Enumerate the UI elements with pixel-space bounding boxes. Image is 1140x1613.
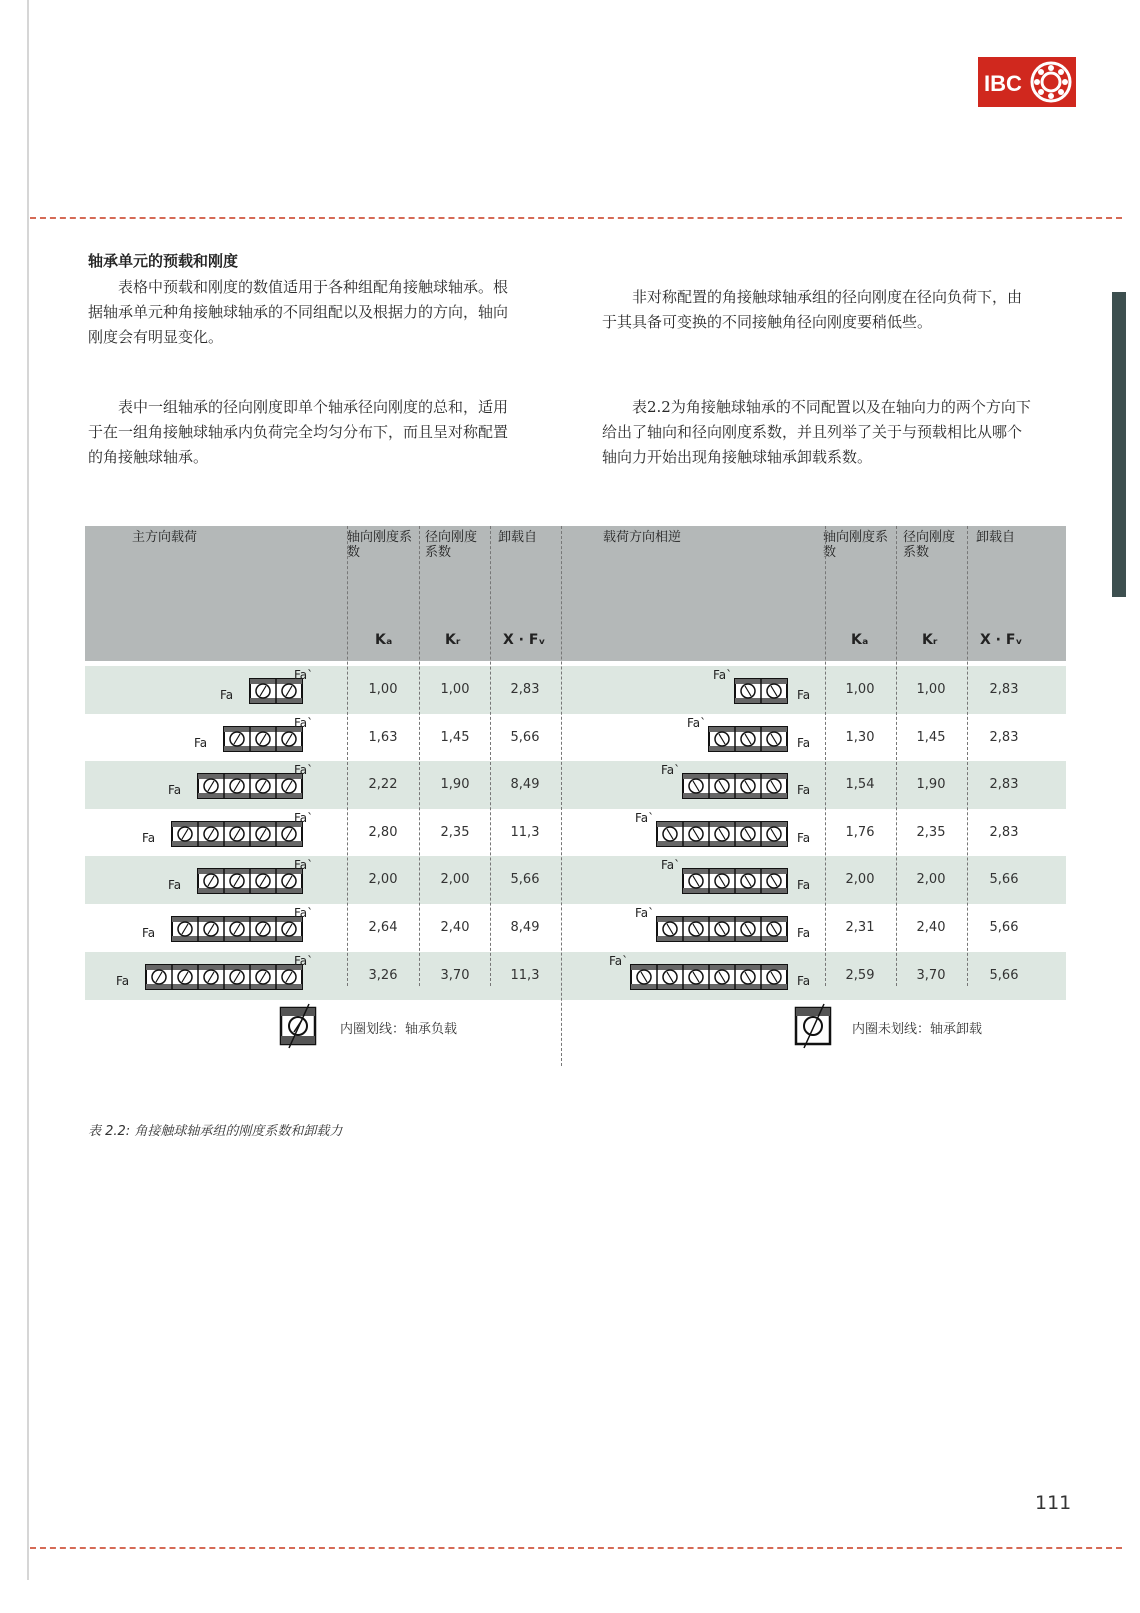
force-label-fa: Fa (142, 926, 156, 940)
force-label-fa: Fa (797, 735, 811, 750)
cell-xfv-reversed: 5,66 (989, 920, 1019, 935)
force-label-fa: Fa (142, 830, 156, 845)
force-label-fa-counter: Fa` (687, 715, 707, 730)
left-kr-symbol: Kᵣ (445, 632, 461, 648)
bearing-set-diagram-reversed (629, 962, 789, 992)
column-separator (419, 526, 420, 986)
cell-xfv: 5,66 (510, 729, 540, 745)
paragraph-2: 表中一组轴承的径向刚度即单个轴承径向刚度的总和，适用于在一组角接触球轴承内负荷完全均匀分布下，而且呈对称配置的角接触球轴承。 (88, 398, 509, 466)
force-label-fa: Fa (168, 783, 182, 798)
cell-kr-reversed: 2,00 (916, 872, 946, 888)
column-separator (825, 526, 826, 986)
cell-kr-reversed: 3,70 (916, 967, 946, 983)
cell-xfv: 2,83 (510, 682, 540, 697)
bearing-set-diagram (144, 962, 304, 992)
cell-kr: 1,45 (440, 729, 470, 745)
cell-ka-reversed: 2,31 (845, 920, 875, 935)
force-label-fa: Fa (797, 830, 811, 845)
force-label-fa: Fa (797, 783, 811, 798)
force-label-fa-counter: Fa` (661, 858, 681, 873)
bearing-set-diagram (170, 819, 304, 849)
cell-ka-reversed: 1,54 (845, 777, 875, 793)
page-number: 111 (1035, 1492, 1072, 1514)
force-label-fa: Fa (220, 688, 234, 702)
right-kr-symbol: Kᵣ (922, 632, 938, 648)
bearing-set-diagram-reversed (681, 866, 789, 896)
cell-ka: 2,80 (368, 824, 398, 840)
cell-ka-reversed: 1,76 (845, 824, 875, 840)
right-ka-symbol: Kₐ (851, 632, 869, 648)
force-label-fa: Fa (168, 878, 182, 893)
cell-kr: 2,00 (440, 872, 470, 888)
force-label-fa-counter: Fa` (713, 668, 733, 682)
cell-xfv: 8,49 (510, 920, 540, 935)
force-label-fa-counter: Fa` (609, 953, 629, 968)
table-caption: 表 2.2: 角接触球轴承组的刚度系数和卸载力 (88, 1124, 343, 1139)
legend-loaded-text: 内圈划线：轴承负载 (340, 1022, 458, 1037)
cell-ka: 1,00 (368, 682, 398, 697)
cell-xfv: 11,3 (510, 824, 540, 840)
force-label-fa: Fa (797, 973, 811, 988)
cell-xfv-reversed: 2,83 (989, 824, 1019, 840)
left-axial-stiffness-header: 轴向刚度系数 (347, 530, 413, 560)
cell-ka-reversed: 2,59 (845, 967, 875, 983)
cell-kr: 2,35 (440, 824, 470, 840)
column-separator (896, 526, 897, 986)
bearing-set-diagram (196, 771, 304, 801)
bearing-set-diagram-reversed (733, 676, 789, 706)
cell-xfv-reversed: 2,83 (989, 777, 1019, 793)
force-label-fa-counter: Fa` (294, 715, 314, 730)
left-xfv-symbol: X · Fᵥ (503, 632, 546, 648)
cell-kr: 1,00 (440, 682, 470, 697)
cell-kr-reversed: 2,35 (916, 824, 946, 840)
bearing-set-diagram-reversed (655, 914, 789, 944)
cell-kr-reversed: 1,90 (916, 777, 946, 793)
cell-xfv: 11,3 (510, 967, 540, 983)
cell-xfv-reversed: 5,66 (989, 967, 1019, 983)
loaded-bearing-legend-icon (277, 1002, 325, 1052)
force-label-fa: Fa (797, 878, 811, 893)
force-label-fa: Fa (797, 688, 811, 702)
cell-kr-reversed: 1,00 (916, 682, 946, 697)
cell-xfv: 5,66 (510, 872, 540, 888)
stiffness-table (85, 526, 1066, 1012)
bearing-set-diagram (196, 866, 304, 896)
force-label-fa-counter: Fa` (294, 763, 314, 778)
chapter-marker (1112, 292, 1126, 597)
legend-unloaded-text: 内圈未划线：轴承卸载 (852, 1022, 983, 1037)
left-unload-header: 卸载自 (498, 530, 538, 545)
force-label-fa-counter: Fa` (294, 810, 314, 825)
column-separator (967, 526, 968, 986)
force-label-fa-counter: Fa` (294, 953, 314, 968)
cell-xfv-reversed: 2,83 (989, 729, 1019, 745)
ibc-logo (978, 57, 1076, 107)
paragraph-3: 非对称配置的角接触球轴承组的径向刚度在径向负荷下，由于其具备可变换的不同接触角径向刚度要稍低些。 (602, 288, 1023, 331)
logo-text: IBC (984, 71, 1022, 96)
force-label-fa-counter: Fa` (294, 858, 314, 873)
unloaded-bearing-legend-icon (792, 1002, 840, 1052)
cell-ka: 2,00 (368, 872, 398, 888)
force-label-fa-counter: Fa` (661, 763, 681, 778)
right-unload-header: 卸载自 (976, 530, 1016, 545)
cell-kr-reversed: 1,45 (916, 729, 946, 745)
cell-kr-reversed: 2,40 (916, 920, 946, 935)
cell-xfv-reversed: 5,66 (989, 872, 1019, 888)
cell-ka-reversed: 2,00 (845, 872, 875, 888)
cell-kr: 1,90 (440, 777, 470, 793)
cell-ka: 2,22 (368, 777, 398, 793)
force-label-fa: Fa (116, 973, 130, 988)
cell-ka: 1,63 (368, 729, 398, 745)
left-ka-symbol: Kₐ (375, 632, 393, 648)
column-separator (561, 526, 562, 1066)
bearing-set-diagram-reversed (655, 819, 789, 849)
cell-ka: 3,26 (368, 967, 398, 983)
right-group-title: 载荷方向相逆 (603, 530, 682, 545)
force-label-fa-counter: Fa` (635, 810, 655, 825)
section-title: 轴承单元的预载和刚度 (88, 252, 239, 270)
paragraph-4: 表2.2为角接触球轴承的不同配置以及在轴向力的两个方向下给出了轴向和径向刚度系数，并且列举了关于与预载相比从哪个轴向力开始出现角接触球轴承卸载系数。 (602, 398, 1031, 466)
cell-xfv-reversed: 2,83 (989, 682, 1019, 697)
bearing-set-diagram-reversed (681, 771, 789, 801)
cell-ka-reversed: 1,00 (845, 682, 875, 697)
paragraph-1: 表格中预载和刚度的数值适用于各种组配角接触球轴承。根据轴承单元种角接触球轴承的不同组配以及根据力的方向，轴向刚度会有明显变化。 (88, 278, 509, 346)
page-edge (27, 0, 29, 1580)
force-label-fa-counter: Fa` (294, 906, 314, 920)
cell-ka: 2,64 (368, 920, 398, 935)
right-radial-stiffness-header: 径向刚度系数 (903, 530, 956, 560)
right-xfv-symbol: X · Fᵥ (980, 632, 1023, 648)
bearing-set-diagram (222, 724, 304, 754)
force-label-fa: Fa (194, 735, 208, 750)
top-dashed-rule (30, 217, 1122, 219)
cell-ka-reversed: 1,30 (845, 729, 875, 745)
cell-xfv: 8,49 (510, 777, 540, 793)
cell-kr: 3,70 (440, 967, 470, 983)
right-axial-stiffness-header: 轴向刚度系数 (823, 530, 889, 560)
force-label-fa-counter: Fa` (294, 668, 314, 682)
cell-kr: 2,40 (440, 920, 470, 935)
force-label-fa: Fa (797, 926, 811, 940)
left-radial-stiffness-header: 径向刚度系数 (425, 530, 478, 560)
column-separator (490, 526, 491, 986)
force-label-fa-counter: Fa` (635, 906, 655, 920)
bottom-dashed-rule (30, 1547, 1122, 1549)
bearing-set-diagram-reversed (707, 724, 789, 754)
column-separator (347, 526, 348, 986)
bearing-set-diagram (170, 914, 304, 944)
left-group-title: 主方向载荷 (132, 530, 198, 545)
